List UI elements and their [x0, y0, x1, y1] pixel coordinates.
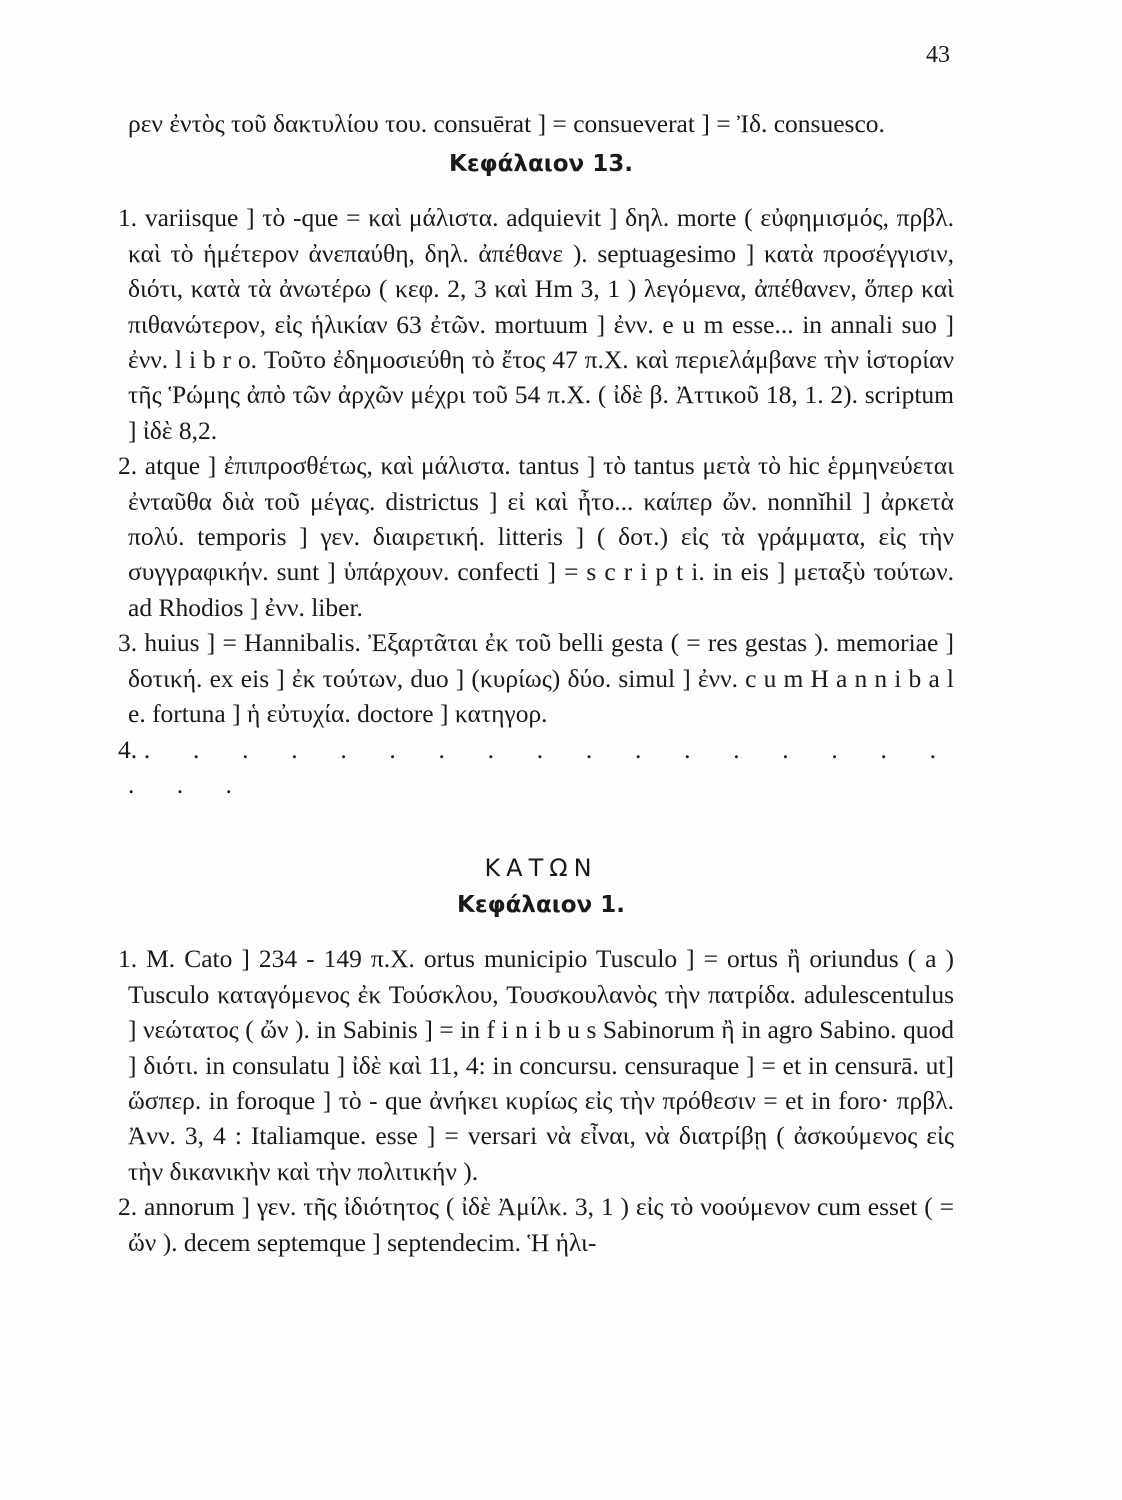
- author-title: ΚΑΤΩΝ: [484, 854, 598, 883]
- ch13-paragraph-2: 2. atque ] ἐπιπροσθέτως, καὶ μάλιστα. tantus ] τὸ tantus μετὰ τὸ hic ἑρμηνεύεται ἐνταῦθα διὰ τοῦ μέγας. districtus ] εἰ καὶ ἦτο... καίπερ ὤν. nonnĭhil ] ἀρκετὰ πολύ. temporis ] γεν. διαιρετική. litteris ] ( δοτ.) εἰς τὰ γράμματα, εἰς τὴν συγγραφικήν. sunt ] ὑπάρχουν. confecti ] = s c r i p t i. in eis ] μεταξὺ τούτων. ad Rhodios ] ἐνν. liber.: [118, 451, 954, 622]
- chapter-1-heading: Κεφάλαιον 1.: [457, 892, 625, 919]
- cato-paragraph-1: 1. M. Cato ] 234 - 149 π.Χ. ortus municipio Tusculo ] = ortus ἢ oriundus ( a ) Tusculo καταγόμενος ἐκ Τούσκλου, Τουσκουλανὸς τὴν πατρίδα. adulescentulus ] νεώτατος ( ὤν ). in Sabinis ] = in f i n i b u s Sabinorum ἢ in agro Sabino. quod ] διότι. in consulatu ] ἰδὲ καὶ 11, 4: in concursu. censuraque ] = et in censurā. ut] ὥσπερ. in foroque ] τὸ - que ἀνήκει κυρίως εἰς τὴν πρόθεσιν = et in foro· πρβλ. Ἀνν. 3, 4 : Italiamque. esse ] = versari νὰ εἶναι, νὰ διατρίβῃ ( ἀσκούμενος εἰς τὴν δικανικὴν καὶ τὴν πολιτικήν ).: [118, 944, 954, 1186]
- page-content: [118, 106, 955, 1260]
- cato-paragraph-2: 2. annorum ] γεν. τῆς ἰδιότητος ( ἰδὲ Ἀμίλκ. 3, 1 ) εἰς τὸ νοούμενον cum esset ( = ὤν ). decem septemque ] septendecim. Ἡ ἡλι-: [118, 1192, 954, 1257]
- chapter-13-heading: Κεφάλαιον 13.: [449, 151, 633, 178]
- intro-paragraph: ρεν ἐντὸς τοῦ δακτυλίου του. consuērat ] = consueverat ] = Ἰδ. consuesco.: [128, 109, 885, 138]
- ch13-paragraph-1: 1. variisque ] τὸ -que = καὶ μάλιστα. adquievit ] δηλ. morte ( εὐφημισμός, πρβλ. καὶ τὸ ἡμέτερον ἀνεπαύθη, δηλ. ἀπέθανε ). septuagesimo ] κατὰ προσέγγισιν, διότι, κατὰ τὰ ἀνωτέρω ( κεφ. 2, 3 καὶ Hm 3, 1 ) λεγόμενα, ἀπέθανεν, ὅπερ καὶ πιθανώτερον, εἰς ἡλικίαν 63 ἐτῶν. mortuum ] ἐνν. e u m esse... in annali suo ] ἐνν. l i b r o. Τοῦτο ἐδημοσιεύθη τὸ ἔτος 47 π.Χ. καὶ περιελάμβανε τὴν ἱστορίαν τῆς Ῥώμης ἀπὸ τῶν ἀρχῶν μέχρι τοῦ 54 π.Χ. ( ἰδὲ β. Ἀττικοῦ 18, 1. 2). scriptum ] ἰδὲ 8,2.: [118, 203, 954, 445]
- ch13-paragraph-4: [118, 732, 955, 803]
- ch13-item-4-dots: . . . . . . . . . . . . . . . . . . . .: [128, 734, 955, 799]
- ch13-item-4-number: 4.: [118, 734, 138, 764]
- ch13-paragraph-3: 3. huius ] = Hannibalis. Ἐξαρτᾶται ἐκ τοῦ belli gesta ( = res gestas ). memoriae ] δοτική. ex eis ] ἐκ τούτων, duo ] (κυρίως) δύο. simul ] ἐνν. c u m H a n n i b a l e. fortuna ] ἡ εὐτυχία. doctore ] κατηγορ.: [118, 628, 954, 729]
- page-number: 43: [926, 42, 950, 68]
